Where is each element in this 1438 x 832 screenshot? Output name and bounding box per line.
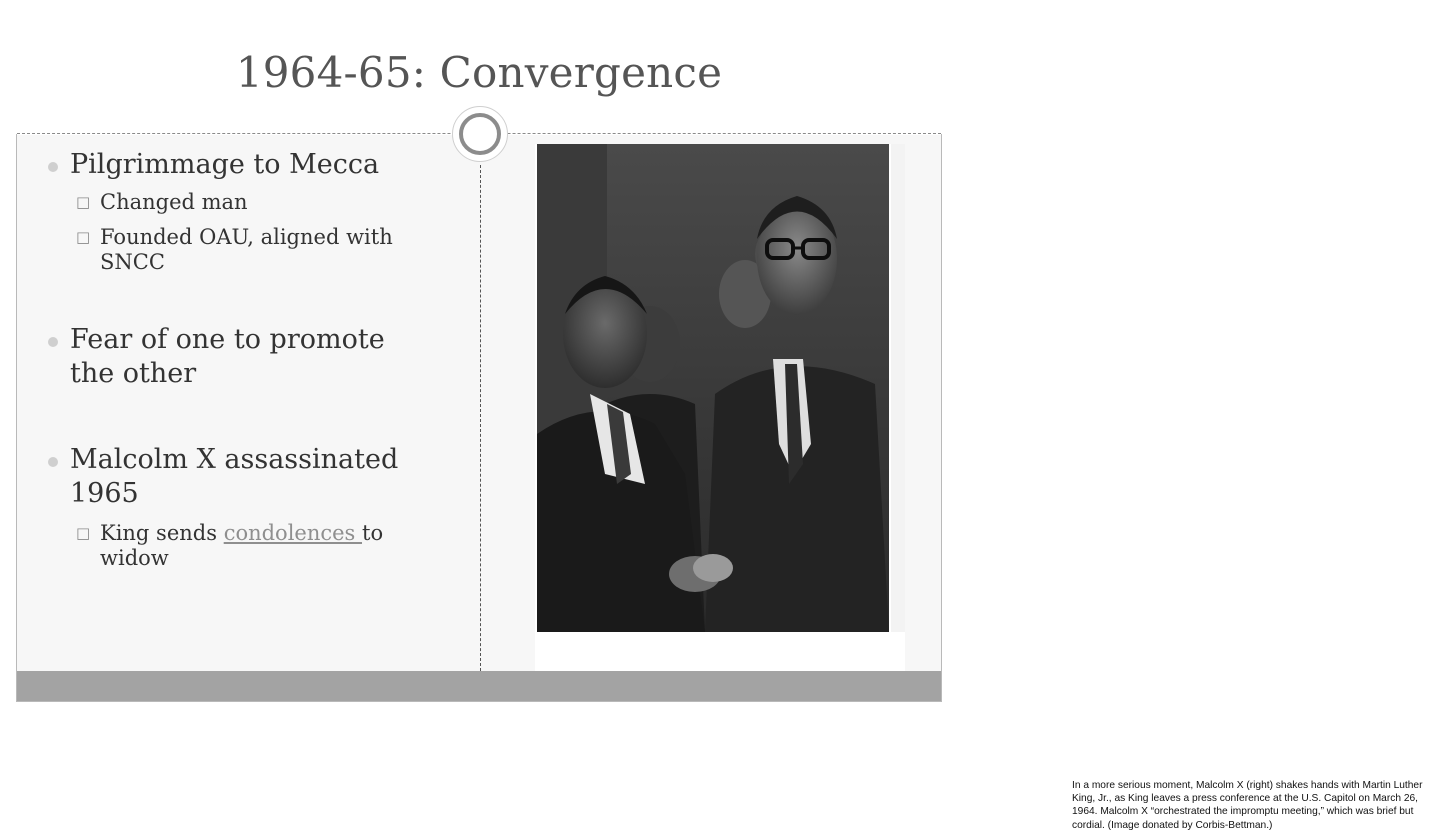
sub-bullet-text: Founded OAU, aligned with SNCC: [100, 225, 393, 274]
decorative-ring-icon: [459, 113, 501, 155]
square-bullet-icon: □: [76, 228, 91, 246]
bullet-text: Pilgrimmage to Mecca: [70, 149, 380, 180]
sub-bullet-condolences: [48, 521, 458, 571]
slide-title: 1964-65: Convergence: [235, 48, 723, 97]
sub-bullet-text-after: to widow: [100, 521, 384, 570]
bullet-pilgrimmage: [48, 148, 458, 182]
square-bullet-icon: □: [76, 524, 91, 542]
footer-bar: [17, 671, 941, 701]
bullet-text: Fear of one to promote the other: [70, 324, 385, 389]
column-divider: [480, 165, 481, 671]
square-bullet-icon: □: [76, 193, 91, 211]
bullet-dot-icon: [48, 337, 58, 347]
bullet-malcolm-assassinated: [48, 443, 458, 511]
bullet-text: Malcolm X assassinated 1965: [70, 444, 399, 509]
sub-bullet-changed-man: [48, 190, 458, 215]
photo-illustration: [535, 144, 905, 692]
condolences-link[interactable]: condolences: [223, 521, 363, 545]
photo-caption: In a more serious moment, Malcolm X (right) shakes hands with Martin Luther King, Jr., as King leaves a press conference at the U.S. Capitol on March 26, 1964. Malcolm X “orchestrated the impromptu meeting,” which was brief but cordial. (Image donated by Corbis-Bettman.): [1072, 780, 1423, 831]
bullet-dot-icon: [48, 457, 58, 467]
sub-bullet-text: Changed man: [100, 190, 248, 214]
historical-photo: [535, 144, 1423, 831]
sub-bullet-text-before: King sends: [100, 521, 224, 545]
sub-bullet-founded-oau: [48, 225, 458, 275]
bullet-dot-icon: [48, 162, 58, 172]
bullet-list: [48, 148, 458, 571]
bullet-fear: [48, 323, 458, 391]
